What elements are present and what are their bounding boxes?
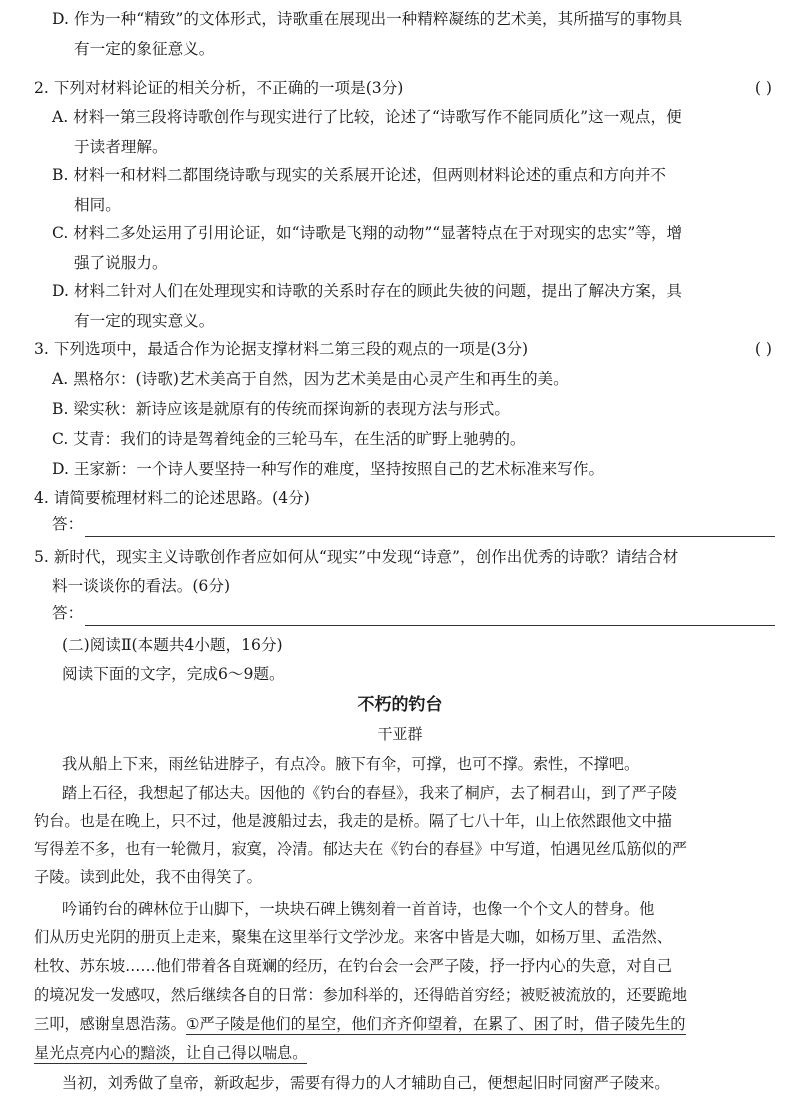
q3-option-d: D. 王家新：一个诗人要坚持一种写作的难度，坚持按照自己的艺术标准来写作。	[52, 460, 605, 478]
q3-answer-bracket: ( )	[754, 340, 772, 358]
q3-option-a: A. 黑格尔：(诗歌)艺术美高于自然，因为艺术美是由心灵产生和再生的美。	[52, 370, 569, 388]
q3-stem-row	[34, 334, 774, 364]
q5-answer-label: 答：	[52, 604, 84, 622]
q2-option-b-line1: B. 材料一和材料二都围绕诗歌与现实的关系展开论述，但两则材料论述的重点和方向并不	[52, 166, 666, 184]
q5-answer-row	[52, 600, 775, 626]
q1-option-d-line1: D. 作为一种“精致”的文体形式，诗歌重在展现出一种精粹凝练的艺术美，其所描写的事物具	[52, 10, 683, 28]
underlined-sentence-1: ①严子陵是他们的星空，他们齐齐仰望着，在累了、困了时，借子陵先生的	[185, 1015, 686, 1033]
q2-option-d-line2: 有一定的现实意义。	[74, 312, 215, 330]
q2-option-a-line1: A. 材料一第三段将诗歌创作与现实进行了比较，论述了“诗歌写作不能同质化”这一观点，便	[52, 108, 682, 126]
q4-stem: 4. 请简要梳理材料二的论述思路。(4分)	[34, 489, 310, 507]
article-line: 子陵。读到此处，我不由得笑了。	[34, 868, 262, 886]
q2-option-b-line2: 相同。	[74, 196, 121, 214]
q2-stem: 2. 下列对材料论证的相关分析，不正确的一项是(3分)	[34, 79, 404, 97]
article-line: 杜牧、苏东坡……他们带着各自斑斓的经历，在钓台会一会严子陵，抒一抒内心的失意，对自己	[34, 957, 672, 975]
article-line-with-underline	[34, 1009, 686, 1039]
q2-option-d-line1: D. 材料二针对人们在处理现实和诗歌的关系时存在的顾此失彼的问题，提出了解决方案，具	[52, 282, 683, 300]
article-author: 干亚群	[377, 725, 423, 743]
article-line: 我从船上下来，雨丝钻进脖子，有点冷。腋下有伞，可撑，也可不撑。索性，不撑吧。	[62, 755, 640, 773]
q2-stem-row	[34, 73, 774, 103]
article-line-underlined	[34, 1038, 307, 1068]
article-line: 们从历史光阴的册页上走来，聚集在这里举行文学沙龙。来客中皆是大咖，如杨万里、孟浩然、	[34, 928, 672, 946]
q2-option-c-line1: C. 材料二多处运用了引用论证，如“诗歌是飞翔的动物”“显著特点在于对现实的忠实”等，增	[52, 224, 683, 242]
underlined-sentence-2: 星光点亮内心的黯淡，让自己得以喘息。	[34, 1044, 308, 1062]
section2-heading: (二)阅读Ⅱ(本题共4小题，16分)	[62, 636, 283, 654]
article-line-text: 三叩，感谢皇恩浩荡。	[34, 1015, 186, 1033]
article-line: 踏上石径，我想起了郁达夫。因他的《钓台的春昼》，我来了桐庐，去了桐君山，到了严子陵	[62, 784, 678, 802]
q3-option-b: B. 梁实秋：新诗应该是就原有的传统而探询新的表现方法与形式。	[52, 400, 510, 418]
q4-answer-row	[52, 511, 775, 537]
q5-answer-line[interactable]	[85, 607, 775, 626]
q3-stem: 3. 下列选项中，最适合作为论据支撑材料二第三段的观点的一项是(3分)	[34, 340, 529, 358]
q5-stem-line2: 料一谈谈你的看法。(6分)	[52, 577, 231, 595]
q3-option-c: C. 艾青：我们的诗是驾着纯金的三轮马车，在生活的旷野上驰骋的。	[52, 430, 526, 448]
q1-option-d-line2: 有一定的象征意义。	[74, 40, 215, 58]
article-line: 钓台。也是在晚上，只不过，他是渡船过去，我走的是桥。隔了七八十年，山上依然跟他文中描	[34, 812, 672, 830]
q2-option-c-line2: 强了说服力。	[74, 254, 168, 272]
q5-stem-line1: 5. 新时代，现实主义诗歌创作者应如何从“现实”中发现“诗意”，创作出优秀的诗歌？请结合材	[34, 548, 679, 566]
article-line: 的境况发一发感叹，然后继续各自的日常：参加科举的，还得皓首穷经；被贬被流放的，还要跪地	[34, 986, 688, 1004]
article-line: 当初，刘秀做了皇帝，新政起步，需要有得力的人才辅助自己，便想起旧时同窗严子陵来。	[62, 1074, 670, 1092]
section2-instruction: 阅读下面的文字，完成6～9题。	[62, 665, 285, 683]
article-line: 吟诵钓台的碑林位于山脚下，一块块石碑上镌刻着一首首诗，也像一个个文人的替身。他	[62, 900, 655, 918]
q2-option-a-line2: 于读者理解。	[74, 138, 168, 156]
article-title: 不朽的钓台	[357, 695, 443, 715]
q4-answer-line[interactable]	[85, 518, 775, 537]
article-line: 写得差不多，也有一轮微月，寂寞，冷清。郁达夫在《钓台的春昼》中写道，怕遇见丝瓜筋似的严	[34, 840, 688, 858]
q2-answer-bracket: ( )	[754, 79, 772, 97]
q4-answer-label: 答：	[52, 515, 84, 533]
